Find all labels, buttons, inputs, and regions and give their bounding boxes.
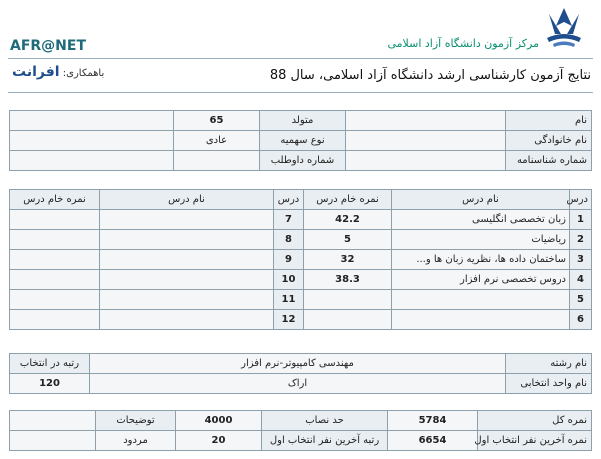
- course-name: [100, 250, 274, 270]
- notes-value: مردود: [96, 431, 176, 451]
- idcard-label: شماره شناسنامه: [506, 151, 592, 171]
- course-scores-table: [9, 189, 592, 330]
- course-score: [304, 290, 392, 310]
- course-no: 10: [274, 270, 304, 290]
- col-header-no: درس: [274, 190, 304, 210]
- course-name: زبان تخصصی انگلیسی: [392, 210, 570, 230]
- course-no: 1: [570, 210, 592, 230]
- notes-label: توضیحات: [96, 411, 176, 431]
- last-rank-value: 20: [176, 431, 262, 451]
- score-table: [9, 410, 592, 451]
- course-name: [100, 230, 274, 250]
- score-filler: [10, 431, 96, 451]
- partner-line: [12, 64, 104, 80]
- course-score: [10, 310, 100, 330]
- course-score: [10, 210, 100, 230]
- course-score: [304, 310, 392, 330]
- table-row: [10, 250, 592, 270]
- table-row: [10, 290, 592, 310]
- birth-value: 65: [174, 111, 260, 131]
- page-title: نتایج آزمون کارشناسی ارشد دانشگاه آزاد اسلامی، سال 88: [269, 68, 591, 83]
- name-value: [346, 111, 506, 131]
- applicant-label: شماره داوطلب: [260, 151, 346, 171]
- unit-label: نام واحد انتخابی: [506, 374, 592, 394]
- course-score: 32: [304, 250, 392, 270]
- last-rank-label: رتبه آخرین نفر انتخاب اول: [262, 431, 388, 451]
- applicant-value: [174, 151, 260, 171]
- quota-value: عادی: [174, 131, 260, 151]
- info-filler: [10, 131, 174, 151]
- rank-value: 120: [10, 374, 90, 394]
- course-name: [392, 290, 570, 310]
- col-header-no: درس: [570, 190, 592, 210]
- info-filler: [10, 111, 174, 131]
- course-name: دروس تخصصی نرم افزار: [392, 270, 570, 290]
- title-divider: [8, 92, 593, 93]
- idcard-value: [346, 151, 506, 171]
- last-score-label: نمره آخرین نفر انتخاب اول: [478, 431, 592, 451]
- partner-prefix: باهمکاری:: [62, 68, 105, 79]
- course-name: ریاضیات: [392, 230, 570, 250]
- course-no: 8: [274, 230, 304, 250]
- course-no: 7: [274, 210, 304, 230]
- course-no: 9: [274, 250, 304, 270]
- course-score: [10, 250, 100, 270]
- family-value: [346, 131, 506, 151]
- course-no: 12: [274, 310, 304, 330]
- course-name: ساختمان داده ها، نظریه زبان ها و...: [392, 250, 570, 270]
- col-header-score: نمره خام درس: [304, 190, 392, 210]
- course-score: 38.3: [304, 270, 392, 290]
- threshold-label: حد نصاب: [262, 411, 388, 431]
- course-name: [100, 270, 274, 290]
- course-name: [392, 310, 570, 330]
- course-score: [10, 270, 100, 290]
- course-no: 11: [274, 290, 304, 310]
- course-name: [100, 290, 274, 310]
- course-score: [10, 230, 100, 250]
- quota-label: نوع سهمیه: [260, 131, 346, 151]
- brand-logo-text: AFR@NET: [10, 38, 87, 54]
- threshold-value: 4000: [176, 411, 262, 431]
- family-label: نام خانوادگی: [506, 131, 592, 151]
- university-emblem-icon: [539, 4, 589, 52]
- table-row: [10, 230, 592, 250]
- field-value: مهندسی کامپیوتر-نرم افزار: [90, 354, 506, 374]
- score-filler: [10, 411, 96, 431]
- course-name: [100, 310, 274, 330]
- col-header-name: نام درس: [100, 190, 274, 210]
- unit-value: اراک: [90, 374, 506, 394]
- info-filler: [10, 151, 174, 171]
- major-table: [9, 353, 592, 394]
- course-score: 5: [304, 230, 392, 250]
- personal-info-table: [9, 110, 592, 171]
- total-label: نمره کل: [478, 411, 592, 431]
- col-header-score: نمره خام درس: [10, 190, 100, 210]
- partner-name: افرانت: [12, 64, 60, 80]
- table-row: [10, 270, 592, 290]
- total-value: 5784: [388, 411, 478, 431]
- course-no: 6: [570, 310, 592, 330]
- header-divider: [8, 58, 593, 59]
- course-name: [100, 210, 274, 230]
- last-score-value: 6654: [388, 431, 478, 451]
- course-score: 42.2: [304, 210, 392, 230]
- course-no: 3: [570, 250, 592, 270]
- name-label: نام: [506, 111, 592, 131]
- table-row: [10, 210, 592, 230]
- course-score: [10, 290, 100, 310]
- course-no: 5: [570, 290, 592, 310]
- course-no: 2: [570, 230, 592, 250]
- field-label: نام رشته: [506, 354, 592, 374]
- course-no: 4: [570, 270, 592, 290]
- rank-label: رتبه در انتخاب: [10, 354, 90, 374]
- birth-label: متولد: [260, 111, 346, 131]
- col-header-name: نام درس: [392, 190, 570, 210]
- table-row: [10, 310, 592, 330]
- center-name: مرکز آزمون دانشگاه آزاد اسلامی: [387, 37, 539, 50]
